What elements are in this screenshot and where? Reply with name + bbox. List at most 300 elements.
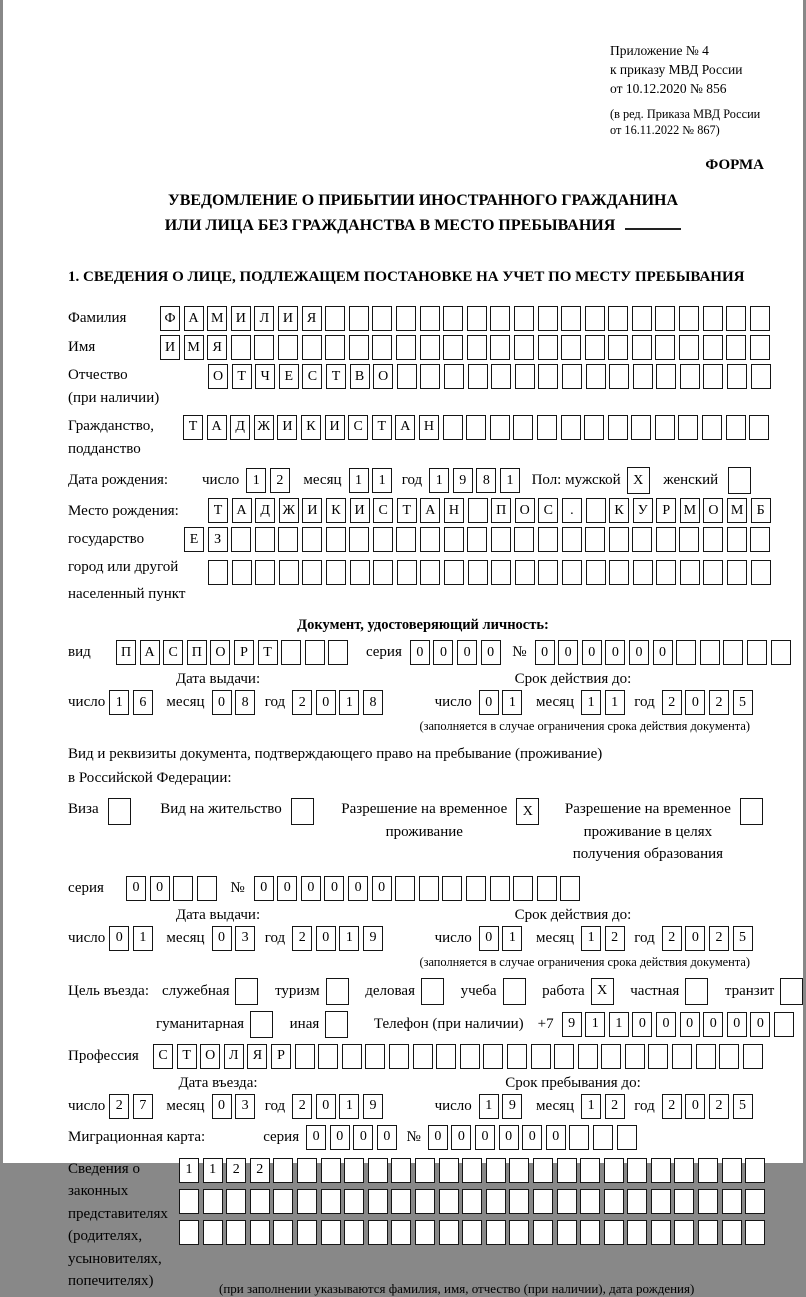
char-cell[interactable]: [254, 335, 274, 360]
char-cell[interactable]: 0: [150, 876, 170, 901]
char-cell[interactable]: 0: [685, 926, 705, 951]
char-cell[interactable]: [278, 335, 298, 360]
char-cell[interactable]: [344, 1158, 364, 1183]
char-cell[interactable]: 1: [246, 468, 266, 493]
char-cell[interactable]: [631, 415, 651, 440]
char-cell[interactable]: [625, 1044, 645, 1069]
char-cell[interactable]: 0: [653, 640, 673, 665]
char-cell[interactable]: [750, 335, 770, 360]
char-cell[interactable]: [679, 527, 699, 552]
char-cell[interactable]: 0: [582, 640, 602, 665]
char-cell[interactable]: [750, 527, 770, 552]
char-cell[interactable]: 0: [558, 640, 578, 665]
char-cell[interactable]: [585, 527, 605, 552]
char-cell[interactable]: [727, 560, 747, 585]
residence-permit-checkbox[interactable]: [291, 798, 314, 825]
char-cell[interactable]: [467, 306, 487, 331]
char-cell[interactable]: 1: [581, 690, 601, 715]
char-cell[interactable]: 0: [212, 1094, 232, 1119]
char-cell[interactable]: [703, 364, 723, 389]
char-cell[interactable]: С: [153, 1044, 173, 1069]
char-cell[interactable]: 0: [377, 1125, 397, 1150]
char-cell[interactable]: 2: [292, 1094, 312, 1119]
char-cell[interactable]: [326, 560, 346, 585]
char-cell[interactable]: 1: [203, 1158, 223, 1183]
char-cell[interactable]: [415, 1189, 435, 1214]
char-cell[interactable]: 0: [680, 1012, 700, 1037]
char-cell[interactable]: [436, 1044, 456, 1069]
char-cell[interactable]: О: [515, 498, 535, 523]
char-cell[interactable]: 0: [330, 1125, 350, 1150]
char-cell[interactable]: А: [232, 498, 252, 523]
char-cell[interactable]: [593, 1125, 613, 1150]
char-cell[interactable]: [676, 640, 696, 665]
char-cell[interactable]: [554, 1044, 574, 1069]
char-cell[interactable]: [655, 335, 675, 360]
char-cell[interactable]: [486, 1220, 506, 1245]
char-cell[interactable]: П: [187, 640, 207, 665]
char-cell[interactable]: [722, 1220, 742, 1245]
char-cell[interactable]: [295, 1044, 315, 1069]
char-cell[interactable]: [700, 640, 720, 665]
char-cell[interactable]: Т: [397, 498, 417, 523]
checkbox[interactable]: [326, 978, 349, 1005]
char-cell[interactable]: [509, 1158, 529, 1183]
char-cell[interactable]: [750, 306, 770, 331]
char-cell[interactable]: [585, 335, 605, 360]
char-cell[interactable]: [703, 527, 723, 552]
char-cell[interactable]: [608, 415, 628, 440]
char-cell[interactable]: [678, 415, 698, 440]
char-cell[interactable]: [462, 1189, 482, 1214]
char-cell[interactable]: С: [348, 415, 368, 440]
char-cell[interactable]: [562, 364, 582, 389]
temp-residence-checkbox[interactable]: X: [516, 798, 539, 825]
char-cell[interactable]: [321, 1158, 341, 1183]
char-cell[interactable]: [513, 415, 533, 440]
char-cell[interactable]: 2: [226, 1158, 246, 1183]
char-cell[interactable]: 1: [349, 468, 369, 493]
char-cell[interactable]: [318, 1044, 338, 1069]
char-cell[interactable]: [751, 364, 771, 389]
char-cell[interactable]: [396, 335, 416, 360]
char-cell[interactable]: [655, 415, 675, 440]
char-cell[interactable]: [533, 1189, 553, 1214]
char-cell[interactable]: И: [160, 335, 180, 360]
char-cell[interactable]: М: [207, 306, 227, 331]
char-cell[interactable]: [561, 415, 581, 440]
sex-female-checkbox[interactable]: [728, 467, 751, 494]
char-cell[interactable]: 0: [632, 1012, 652, 1037]
char-cell[interactable]: 1: [609, 1012, 629, 1037]
char-cell[interactable]: [656, 560, 676, 585]
char-cell[interactable]: Ф: [160, 306, 180, 331]
char-cell[interactable]: .: [562, 498, 582, 523]
char-cell[interactable]: [771, 640, 791, 665]
char-cell[interactable]: [608, 306, 628, 331]
char-cell[interactable]: Л: [254, 306, 274, 331]
char-cell[interactable]: [491, 560, 511, 585]
char-cell[interactable]: 0: [522, 1125, 542, 1150]
char-cell[interactable]: [468, 498, 488, 523]
char-cell[interactable]: [584, 415, 604, 440]
char-cell[interactable]: 1: [585, 1012, 605, 1037]
char-cell[interactable]: 0: [546, 1125, 566, 1150]
char-cell[interactable]: 2: [605, 926, 625, 951]
char-cell[interactable]: Ж: [254, 415, 274, 440]
char-cell[interactable]: О: [200, 1044, 220, 1069]
char-cell[interactable]: 1: [133, 926, 153, 951]
char-cell[interactable]: А: [207, 415, 227, 440]
char-cell[interactable]: [538, 560, 558, 585]
char-cell[interactable]: Я: [207, 335, 227, 360]
visa-checkbox[interactable]: [108, 798, 131, 825]
char-cell[interactable]: 0: [457, 640, 477, 665]
char-cell[interactable]: [749, 415, 769, 440]
char-cell[interactable]: [509, 1220, 529, 1245]
char-cell[interactable]: 0: [433, 640, 453, 665]
char-cell[interactable]: Ж: [279, 498, 299, 523]
char-cell[interactable]: [439, 1220, 459, 1245]
char-cell[interactable]: [680, 364, 700, 389]
char-cell[interactable]: И: [231, 306, 251, 331]
char-cell[interactable]: 2: [709, 926, 729, 951]
char-cell[interactable]: [557, 1220, 577, 1245]
char-cell[interactable]: 1: [179, 1158, 199, 1183]
char-cell[interactable]: 2: [270, 468, 290, 493]
char-cell[interactable]: М: [727, 498, 747, 523]
char-cell[interactable]: 1: [581, 926, 601, 951]
char-cell[interactable]: [483, 1044, 503, 1069]
char-cell[interactable]: 9: [453, 468, 473, 493]
char-cell[interactable]: [674, 1189, 694, 1214]
char-cell[interactable]: З: [208, 527, 228, 552]
char-cell[interactable]: [632, 335, 652, 360]
char-cell[interactable]: [656, 527, 676, 552]
char-cell[interactable]: [490, 876, 510, 901]
char-cell[interactable]: П: [116, 640, 136, 665]
char-cell[interactable]: [538, 527, 558, 552]
char-cell[interactable]: [278, 527, 298, 552]
char-cell[interactable]: [443, 306, 463, 331]
char-cell[interactable]: [373, 560, 393, 585]
char-cell[interactable]: 0: [685, 690, 705, 715]
char-cell[interactable]: [305, 640, 325, 665]
char-cell[interactable]: О: [208, 364, 228, 389]
char-cell[interactable]: 0: [301, 876, 321, 901]
char-cell[interactable]: [273, 1189, 293, 1214]
char-cell[interactable]: 0: [475, 1125, 495, 1150]
char-cell[interactable]: [326, 527, 346, 552]
char-cell[interactable]: 0: [750, 1012, 770, 1037]
char-cell[interactable]: [696, 1044, 716, 1069]
char-cell[interactable]: 8: [235, 690, 255, 715]
char-cell[interactable]: [632, 306, 652, 331]
char-cell[interactable]: [197, 876, 217, 901]
char-cell[interactable]: [344, 1189, 364, 1214]
char-cell[interactable]: 2: [250, 1158, 270, 1183]
char-cell[interactable]: [651, 1158, 671, 1183]
char-cell[interactable]: [391, 1189, 411, 1214]
char-cell[interactable]: У: [633, 498, 653, 523]
char-cell[interactable]: [560, 876, 580, 901]
char-cell[interactable]: С: [163, 640, 183, 665]
char-cell[interactable]: 0: [306, 1125, 326, 1150]
char-cell[interactable]: [727, 527, 747, 552]
char-cell[interactable]: 1: [500, 468, 520, 493]
char-cell[interactable]: 2: [662, 1094, 682, 1119]
char-cell[interactable]: [273, 1220, 293, 1245]
char-cell[interactable]: 7: [133, 1094, 153, 1119]
char-cell[interactable]: [203, 1220, 223, 1245]
checkbox[interactable]: [503, 978, 526, 1005]
char-cell[interactable]: [232, 560, 252, 585]
char-cell[interactable]: [486, 1158, 506, 1183]
char-cell[interactable]: [774, 1012, 794, 1037]
char-cell[interactable]: [321, 1220, 341, 1245]
sex-male-checkbox[interactable]: X: [627, 467, 650, 494]
char-cell[interactable]: Н: [419, 415, 439, 440]
char-cell[interactable]: [722, 1158, 742, 1183]
char-cell[interactable]: [250, 1220, 270, 1245]
char-cell[interactable]: [325, 335, 345, 360]
char-cell[interactable]: [443, 415, 463, 440]
char-cell[interactable]: [302, 527, 322, 552]
char-cell[interactable]: 1: [502, 926, 522, 951]
char-cell[interactable]: 1: [109, 690, 129, 715]
char-cell[interactable]: [396, 527, 416, 552]
char-cell[interactable]: [344, 1220, 364, 1245]
char-cell[interactable]: [561, 306, 581, 331]
char-cell[interactable]: [751, 560, 771, 585]
char-cell[interactable]: 0: [656, 1012, 676, 1037]
char-cell[interactable]: [679, 335, 699, 360]
char-cell[interactable]: [350, 560, 370, 585]
char-cell[interactable]: [586, 498, 606, 523]
char-cell[interactable]: Б: [751, 498, 771, 523]
char-cell[interactable]: А: [140, 640, 160, 665]
char-cell[interactable]: [604, 1189, 624, 1214]
char-cell[interactable]: [444, 527, 464, 552]
char-cell[interactable]: 1: [339, 926, 359, 951]
char-cell[interactable]: [627, 1220, 647, 1245]
char-cell[interactable]: [651, 1220, 671, 1245]
char-cell[interactable]: 0: [479, 690, 499, 715]
char-cell[interactable]: Т: [258, 640, 278, 665]
char-cell[interactable]: [226, 1189, 246, 1214]
char-cell[interactable]: [420, 306, 440, 331]
char-cell[interactable]: [442, 876, 462, 901]
char-cell[interactable]: [372, 335, 392, 360]
char-cell[interactable]: 2: [292, 690, 312, 715]
char-cell[interactable]: [255, 560, 275, 585]
char-cell[interactable]: Я: [302, 306, 322, 331]
char-cell[interactable]: 0: [685, 1094, 705, 1119]
char-cell[interactable]: 0: [277, 876, 297, 901]
char-cell[interactable]: 0: [316, 690, 336, 715]
char-cell[interactable]: [562, 560, 582, 585]
char-cell[interactable]: [507, 1044, 527, 1069]
char-cell[interactable]: [297, 1158, 317, 1183]
char-cell[interactable]: 3: [235, 926, 255, 951]
char-cell[interactable]: [250, 1189, 270, 1214]
temp-residence-education-checkbox[interactable]: [740, 798, 763, 825]
char-cell[interactable]: [580, 1158, 600, 1183]
char-cell[interactable]: И: [325, 415, 345, 440]
char-cell[interactable]: [627, 1158, 647, 1183]
checkbox[interactable]: [685, 978, 708, 1005]
char-cell[interactable]: П: [491, 498, 511, 523]
char-cell[interactable]: [279, 560, 299, 585]
char-cell[interactable]: И: [277, 415, 297, 440]
char-cell[interactable]: [368, 1158, 388, 1183]
char-cell[interactable]: [462, 1220, 482, 1245]
char-cell[interactable]: Р: [271, 1044, 291, 1069]
char-cell[interactable]: 0: [348, 876, 368, 901]
char-cell[interactable]: [562, 527, 582, 552]
char-cell[interactable]: 8: [476, 468, 496, 493]
char-cell[interactable]: 0: [316, 926, 336, 951]
char-cell[interactable]: 1: [429, 468, 449, 493]
char-cell[interactable]: [538, 306, 558, 331]
char-cell[interactable]: [391, 1158, 411, 1183]
char-cell[interactable]: [490, 335, 510, 360]
char-cell[interactable]: Т: [372, 415, 392, 440]
char-cell[interactable]: [648, 1044, 668, 1069]
char-cell[interactable]: [281, 640, 301, 665]
char-cell[interactable]: 6: [133, 690, 153, 715]
char-cell[interactable]: И: [302, 498, 322, 523]
char-cell[interactable]: [538, 335, 558, 360]
char-cell[interactable]: [604, 1220, 624, 1245]
char-cell[interactable]: [680, 560, 700, 585]
char-cell[interactable]: [328, 640, 348, 665]
checkbox[interactable]: X: [591, 978, 614, 1005]
char-cell[interactable]: 1: [502, 690, 522, 715]
char-cell[interactable]: [460, 1044, 480, 1069]
char-cell[interactable]: О: [373, 364, 393, 389]
char-cell[interactable]: [297, 1220, 317, 1245]
char-cell[interactable]: [537, 876, 557, 901]
char-cell[interactable]: [396, 306, 416, 331]
char-cell[interactable]: [391, 1220, 411, 1245]
char-cell[interactable]: [462, 1158, 482, 1183]
char-cell[interactable]: [444, 560, 464, 585]
char-cell[interactable]: 0: [428, 1125, 448, 1150]
char-cell[interactable]: 8: [363, 690, 383, 715]
char-cell[interactable]: 1: [581, 1094, 601, 1119]
char-cell[interactable]: Е: [279, 364, 299, 389]
char-cell[interactable]: [515, 364, 535, 389]
char-cell[interactable]: [467, 335, 487, 360]
char-cell[interactable]: [420, 560, 440, 585]
char-cell[interactable]: [490, 306, 510, 331]
char-cell[interactable]: [651, 1189, 671, 1214]
char-cell[interactable]: Р: [656, 498, 676, 523]
char-cell[interactable]: 0: [605, 640, 625, 665]
char-cell[interactable]: [533, 1220, 553, 1245]
char-cell[interactable]: К: [609, 498, 629, 523]
char-cell[interactable]: [537, 415, 557, 440]
char-cell[interactable]: [745, 1220, 765, 1245]
char-cell[interactable]: Л: [224, 1044, 244, 1069]
char-cell[interactable]: 1: [339, 690, 359, 715]
char-cell[interactable]: [226, 1220, 246, 1245]
char-cell[interactable]: [342, 1044, 362, 1069]
char-cell[interactable]: [538, 364, 558, 389]
char-cell[interactable]: [179, 1220, 199, 1245]
char-cell[interactable]: [468, 560, 488, 585]
char-cell[interactable]: О: [703, 498, 723, 523]
char-cell[interactable]: [439, 1189, 459, 1214]
char-cell[interactable]: [443, 335, 463, 360]
char-cell[interactable]: [586, 364, 606, 389]
char-cell[interactable]: [420, 335, 440, 360]
char-cell[interactable]: [672, 1044, 692, 1069]
char-cell[interactable]: 0: [212, 690, 232, 715]
char-cell[interactable]: 1: [372, 468, 392, 493]
char-cell[interactable]: [609, 560, 629, 585]
char-cell[interactable]: Д: [255, 498, 275, 523]
char-cell[interactable]: И: [278, 306, 298, 331]
char-cell[interactable]: [389, 1044, 409, 1069]
char-cell[interactable]: [561, 335, 581, 360]
char-cell[interactable]: 0: [451, 1125, 471, 1150]
char-cell[interactable]: [586, 560, 606, 585]
char-cell[interactable]: [491, 527, 511, 552]
char-cell[interactable]: [349, 306, 369, 331]
char-cell[interactable]: 0: [703, 1012, 723, 1037]
char-cell[interactable]: [444, 364, 464, 389]
char-cell[interactable]: [656, 364, 676, 389]
char-cell[interactable]: [415, 1220, 435, 1245]
char-cell[interactable]: [302, 335, 322, 360]
char-cell[interactable]: [509, 1189, 529, 1214]
char-cell[interactable]: 1: [605, 690, 625, 715]
char-cell[interactable]: 5: [733, 690, 753, 715]
char-cell[interactable]: 9: [562, 1012, 582, 1037]
char-cell[interactable]: [173, 876, 193, 901]
char-cell[interactable]: 5: [733, 1094, 753, 1119]
char-cell[interactable]: 5: [733, 926, 753, 951]
char-cell[interactable]: [415, 1158, 435, 1183]
char-cell[interactable]: [578, 1044, 598, 1069]
char-cell[interactable]: [419, 876, 439, 901]
char-cell[interactable]: [703, 306, 723, 331]
char-cell[interactable]: [703, 335, 723, 360]
char-cell[interactable]: 0: [499, 1125, 519, 1150]
char-cell[interactable]: 0: [481, 640, 501, 665]
char-cell[interactable]: 2: [709, 1094, 729, 1119]
char-cell[interactable]: Р: [234, 640, 254, 665]
char-cell[interactable]: [609, 527, 629, 552]
char-cell[interactable]: [627, 1189, 647, 1214]
char-cell[interactable]: [368, 1220, 388, 1245]
char-cell[interactable]: Ч: [255, 364, 275, 389]
char-cell[interactable]: [745, 1189, 765, 1214]
char-cell[interactable]: [604, 1158, 624, 1183]
char-cell[interactable]: [580, 1189, 600, 1214]
char-cell[interactable]: [609, 364, 629, 389]
char-cell[interactable]: [719, 1044, 739, 1069]
checkbox[interactable]: [325, 1011, 348, 1038]
char-cell[interactable]: [203, 1189, 223, 1214]
char-cell[interactable]: [617, 1125, 637, 1150]
char-cell[interactable]: [515, 560, 535, 585]
char-cell[interactable]: [208, 560, 228, 585]
char-cell[interactable]: Т: [208, 498, 228, 523]
checkbox[interactable]: [780, 978, 803, 1005]
